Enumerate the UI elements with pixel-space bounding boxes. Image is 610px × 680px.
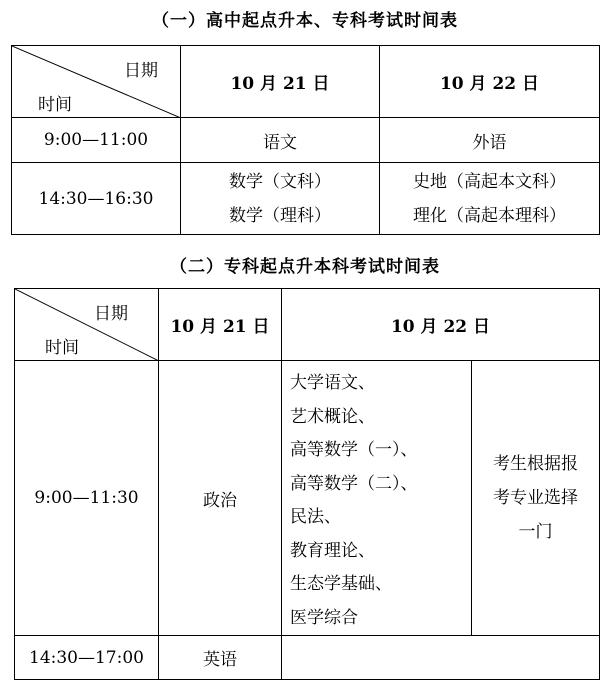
header-diagonal-cell — [15, 289, 159, 361]
date-column-header: 10 月 21 日 — [159, 289, 282, 361]
time-slot: 9:00—11:00 — [12, 118, 181, 163]
date-column-header: 10 月 22 日 — [380, 46, 600, 118]
subject-list-item: 生态学基础、 — [290, 574, 392, 594]
time-slot: 14:30—17:00 — [15, 636, 159, 680]
date-header-label: 日期 — [124, 61, 158, 81]
subject-cell — [181, 163, 380, 235]
subject-cell — [380, 163, 600, 235]
subject-cell: 英语 — [159, 636, 282, 680]
date-column-header: 10 月 21 日 — [181, 46, 380, 118]
date-column-header: 10 月 22 日 — [282, 289, 600, 361]
table1-title: （一）高中起点升本、专科考试时间表 — [152, 11, 458, 31]
subject-list-item: 高等数学（二）、 — [290, 473, 418, 494]
diagonal-line — [15, 289, 159, 361]
subject-line: 史地（高起本文科） — [413, 171, 566, 192]
table2-title: （二）专科起点升本科考试时间表 — [170, 257, 440, 277]
date-header-label: 日期 — [94, 304, 128, 324]
subject-cell: 语文 — [181, 118, 380, 163]
time-header-label: 时间 — [45, 338, 79, 358]
subject-list-item: 大学语文、 — [290, 373, 375, 393]
selection-note-cell — [472, 361, 600, 636]
subject-list-item: 医学综合 — [290, 607, 358, 628]
subject-list-item: 艺术概论、 — [290, 406, 375, 427]
note-line: 考专业选择 — [493, 488, 578, 508]
empty-cell — [282, 636, 600, 680]
subject-line: 数学（理科） — [229, 205, 331, 226]
subject-list-item: 教育理论、 — [290, 540, 375, 561]
note-line: 考生根据报 — [493, 454, 578, 474]
subject-list-item: 高等数学（一）、 — [290, 440, 418, 460]
header-diagonal-cell — [12, 46, 181, 118]
time-slot: 14:30—16:30 — [12, 163, 181, 235]
time-slot: 9:00—11:30 — [15, 361, 159, 636]
subject-list-cell — [282, 361, 472, 636]
subject-line: 理化（高起本理科） — [413, 205, 566, 226]
schedule-table-1 — [11, 45, 600, 235]
subject-cell: 外语 — [380, 118, 600, 163]
subject-list-item: 民法、 — [290, 507, 341, 527]
subject-line: 数学（文科） — [229, 171, 331, 192]
schedule-table-2 — [14, 288, 600, 680]
note-line: 一门 — [518, 522, 553, 542]
time-header-label: 时间 — [38, 95, 72, 115]
subject-cell: 政治 — [159, 361, 282, 636]
